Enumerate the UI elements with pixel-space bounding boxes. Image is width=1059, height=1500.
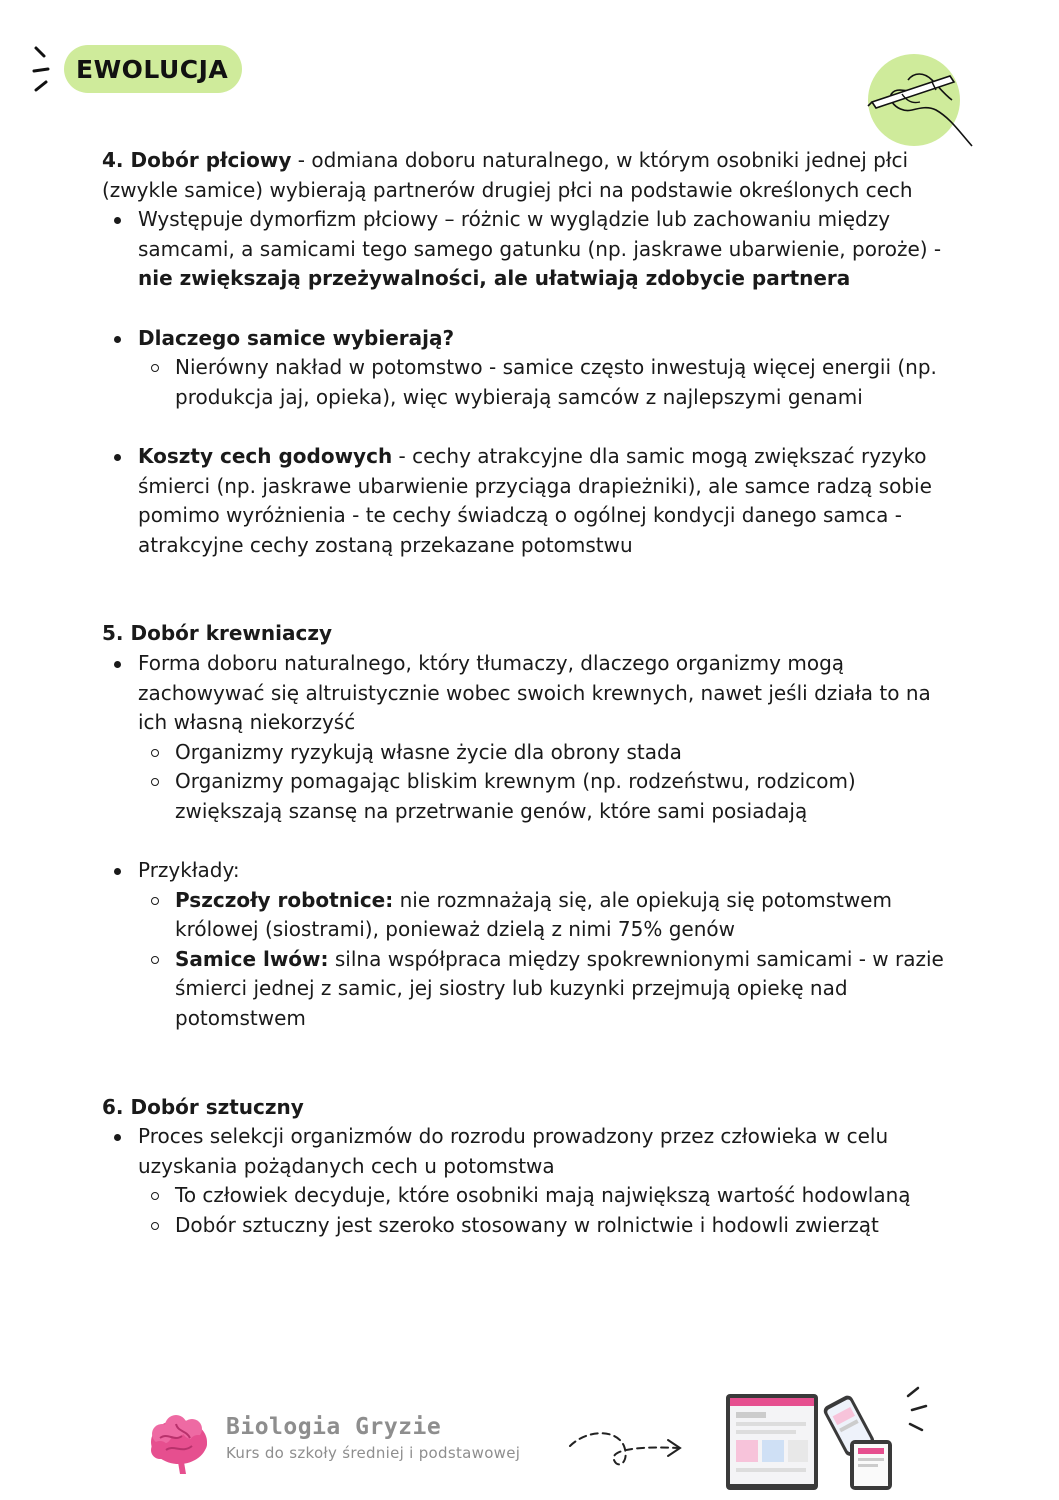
section-6-title: 6. Dobór sztuczny (102, 1094, 304, 1119)
sub-list-item: Pszczoły robotnice: nie rozmnażają się, ale opiekują się potomstwem królowej (siostrami), ponieważ dzielą z nimi 75% genów (102, 886, 962, 945)
section-4-title: 4. Dobór płciowy (102, 148, 292, 172)
list-item: Proces selekcji organizmów do rozrodu prowadzony przez człowieka w celu uzyskania pożądanych cech u potomstwa (102, 1122, 962, 1181)
list-item: Koszty cech godowych - cechy atrakcyjne dla samic mogą zwiększać ryzyko śmierci (np. jaskrawe ubarwienie przyciąga drapieżniki), ale samce radzą sobie pomimo wyróżnienia - te cechy świadczą o ogólnej kondycji danego samca - atrakcyjne cechy zostaną przekazane potomstwu (102, 442, 962, 560)
brand-title: Biologia Gryzie (226, 1414, 442, 1440)
section-6-heading (102, 1093, 962, 1123)
sub-list-item: Dobór sztuczny jest szeroko stosowany w rolnictwie i hodowli zwierząt (102, 1211, 962, 1241)
sub-list-item: Samice lwów: silna współpraca między spokrewnionymi samicami - w razie śmierci jednej z samic, jej siostry lub kuzynki przejmują opiekę nad potomstwem (102, 945, 962, 1034)
list-item: Występuje dymorfizm płciowy – różnic w wyglądzie lub zachowaniu między samcami, a samicami tego samego gatunku (np. jaskrawe ubarwienie, poroże) - nie zwiększają przeżywalności, ale ułatwiają zdobycie partnera (102, 205, 962, 294)
topic-badge-label: EWOLUCJA (76, 54, 229, 84)
laptop-phone-tablet-icon (720, 1384, 932, 1494)
list-item: Przykłady: (102, 856, 962, 886)
section-5-heading (102, 619, 962, 649)
section-4-intro: 4. Dobór płciowy - odmiana doboru naturalnego, w którym osobniki jednej płci (zwykle samice) wybierają partnerów drugiej płci na podstawie określonych cech (102, 148, 913, 202)
list-item: Dlaczego samice wybierają? (102, 324, 962, 354)
hand-writing-pen-icon (862, 50, 980, 150)
sub-list-item: Organizmy pomagając bliskim krewnym (np. rodzeństwu, rodzicom) zwiększają szansę na przetrwanie genów, które sami posiadają (102, 767, 962, 826)
sub-list-item: To człowiek decyduje, które osobniki mają największą wartość hodowlaną (102, 1181, 962, 1211)
spark-lines-icon (30, 44, 62, 94)
section-5-title: 5. Dobór krewniaczy (102, 621, 333, 646)
brand-subtitle: Kurs do szkoły średniej i podstawowej (226, 1444, 521, 1462)
curly-arrow-icon (566, 1420, 686, 1476)
notes-content (102, 146, 962, 1241)
topic-badge (64, 45, 242, 93)
sub-list-item: Nierówny nakład w potomstwo - samice często inwestują więcej energii (np. produkcja jaj, opieka), więc wybierają samców z najlepszymi genami (102, 353, 962, 412)
pink-brain-icon (146, 1412, 212, 1478)
list-item: Forma doboru naturalnego, który tłumaczy, dlaczego organizmy mogą zachowywać się altruistycznie wobec swoich krewnych, nawet jeśli działa to na ich własną niekorzyść (102, 649, 962, 738)
brand (226, 1414, 520, 1462)
sub-list-item: Organizmy ryzykują własne życie dla obrony stada (102, 738, 962, 768)
